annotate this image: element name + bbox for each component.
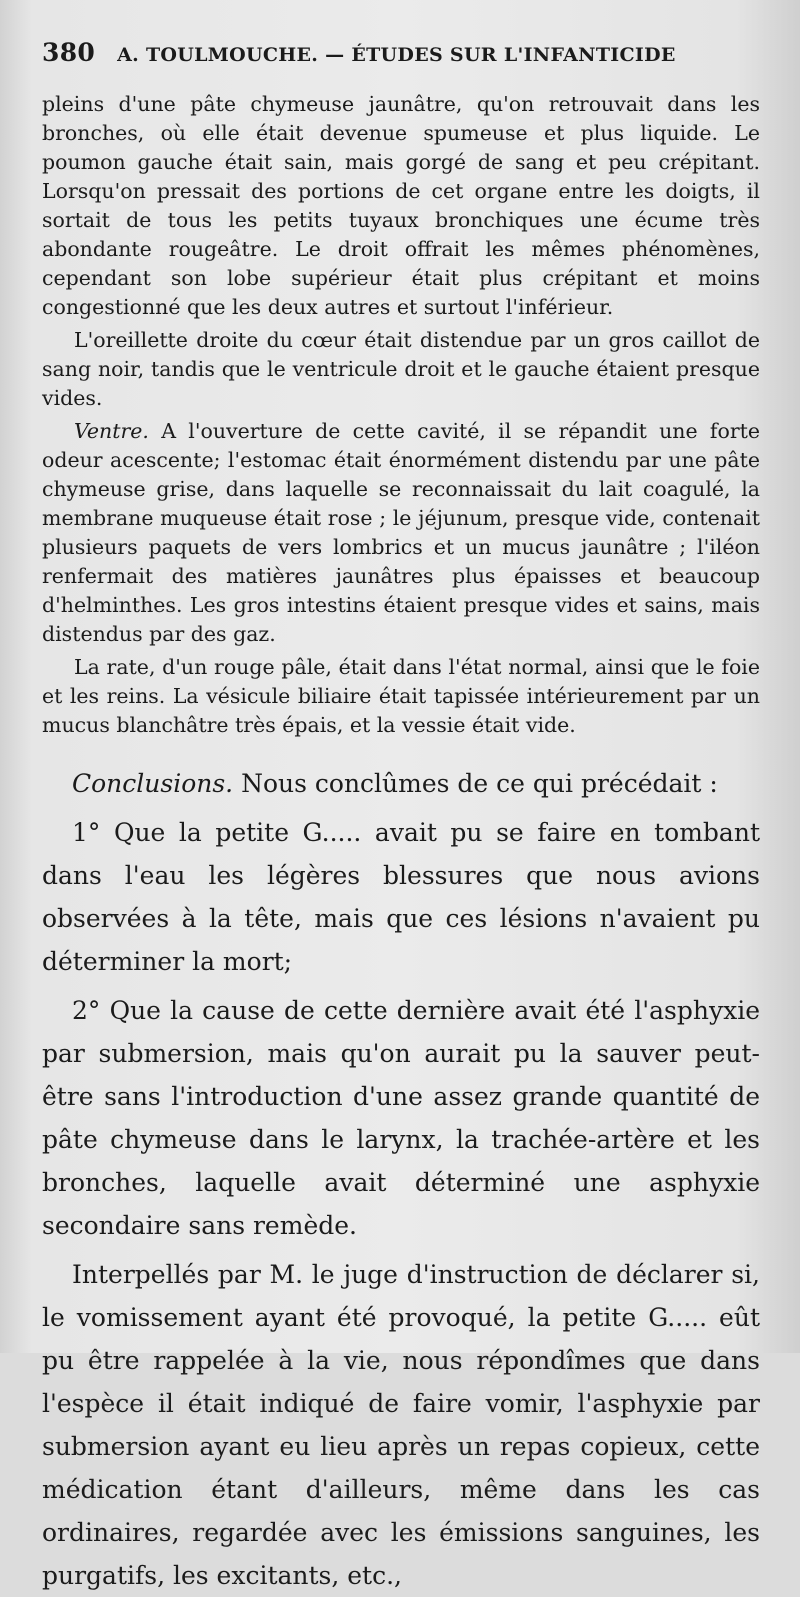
conclusion-2: 2° Que la cause de cette dernière avait été l'asphyxie par submersion, mais qu'on aurait pu la sauver peut-être sans l'introduction d'une assez grande quantité de pâte chymeuse dans le larynx, la trachée-artère et les bronches, laquelle avait déterminé une asphyxie secondaire sans remède. xyxy=(42,996,760,1240)
paragraph-abdomen xyxy=(42,417,760,649)
conclusions-intro xyxy=(42,762,760,805)
paragraph-heart: L'oreillette droite du cœur était distendue par un gros caillot de sang noir, tandis que le ventricule droit et le gauche étaient presque vides. xyxy=(42,328,760,410)
section-label-conclusions: Conclusions. xyxy=(72,769,234,798)
running-header xyxy=(42,38,760,80)
running-title: A. TOULMOUCHE. — ÉTUDES SUR L'INFANTICIDE xyxy=(117,44,676,66)
autopsy-section xyxy=(42,90,760,740)
paragraph-abdomen-text: A l'ouverture de cette cavité, il se répandit une forte odeur acescente; l'estomac était énormément distendu par une pâte chymeuse grise, dans laquelle se reconnaissait du lait coagulé, la membrane muqueuse était rose ; le jéjunum, presque vide, contenait plusieurs paquets de vers lombrics et un mucus jaunâtre ; l'iléon renfermait des matières jaunâtres plus épaisses et beaucoup d'helminthes. Les gros intestins étaient presque vides et sains, mais distendus par des gaz. xyxy=(42,419,760,646)
conclusions-section xyxy=(42,762,760,1597)
paragraph-spleen: La rate, d'un rouge pâle, était dans l'état normal, ainsi que le foie et les reins. La vésicule biliaire était tapissée intérieurement par un mucus blanchâtre très épais, et la vessie était vide. xyxy=(42,655,760,737)
section-label-ventre: Ventre. xyxy=(74,419,149,443)
page-number: 380 xyxy=(42,38,96,67)
conclusion-1: 1° Que la petite G..... avait pu se faire en tombant dans l'eau les légères blessures que nous avions observées à la tête, mais que ces lésions n'avaient pu déterminer la mort; xyxy=(42,818,760,976)
conclusions-intro-text: Nous conclûmes de ce qui précédait : xyxy=(233,769,718,798)
paragraph-lungs: pleins d'une pâte chymeuse jaunâtre, qu'on retrouvait dans les bronches, où elle était devenue spumeuse et plus liquide. Le poumon gauche était sain, mais gorgé de sang et peu crépitant. Lorsqu'on pressait des portions de cet organe entre les doigts, il sortait de tous les petits tuyaux bronchiques une écume très abondante rougeâtre. Le droit offrait les mêmes phénomènes, cependant son lobe supérieur était plus crépitant et moins congestionné que les deux autres et surtout l'inférieur. xyxy=(42,92,760,319)
paragraph-interpellation: Interpellés par M. le juge d'instruction de déclarer si, le vomissement ayant été provoqué, la petite G..... eût pu être rappelée à la vie, nous répondîmes que dans l'espèce il était indiqué de faire vomir, l'asphyxie par submersion ayant eu lieu après un repas copieux, cette médication étant d'ailleurs, même dans les cas ordinaires, regardée avec les émissions sanguines, les purgatifs, les excitants, etc., xyxy=(42,1260,760,1590)
